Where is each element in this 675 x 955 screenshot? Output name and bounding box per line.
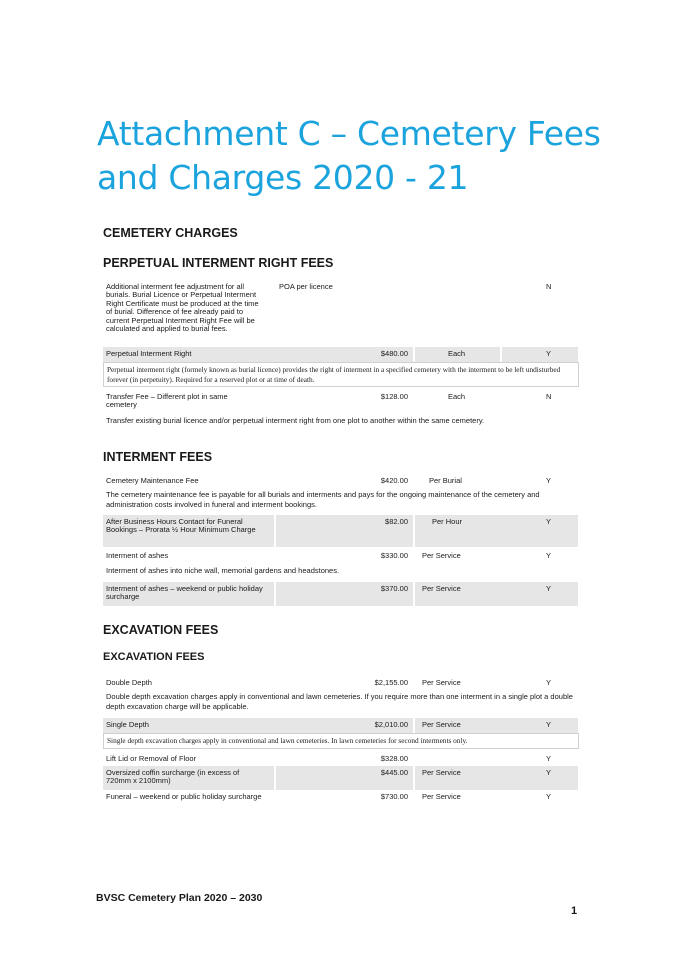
- section-heading-excavation-fees: EXCAVATION FEES: [103, 623, 219, 637]
- fee-unit: Each: [448, 349, 466, 358]
- fee-description: Transfer Fee – Different plot in same cemetery: [106, 392, 228, 410]
- fee-row-lift-lid: [103, 752, 578, 766]
- fee-note: The cemetery maintenance fee is payable for all burials and interments and pays for the ongoing maintenance of the cemetery and administration costs involved in funeral and interment bookings.: [106, 490, 540, 509]
- fee-row-interment-of-ashes: [103, 549, 578, 563]
- fee-note: Transfer existing burial licence and/or perpetual interment right from one plot to another within the same cemetery.: [106, 416, 485, 425]
- fee-price: $128.00: [380, 392, 408, 401]
- section-heading-perpetual-interment: PERPETUAL INTERMENT RIGHT FEES: [103, 256, 334, 270]
- fee-description: Interment of ashes: [106, 551, 169, 560]
- fee-unit: Per Hour: [432, 517, 463, 526]
- fee-note: Perpetual interment right (formely known as burial licence) provides the right of interment in a specified cemetery with the interment to be left undisturbed forever (in perpetuity). Required for a reserved plot or at time of death.: [103, 362, 579, 387]
- fee-price: $420.00: [380, 476, 408, 485]
- fee-unit: POA per licence: [279, 282, 333, 291]
- fee-row-cemetery-maintenance: [103, 474, 578, 488]
- fee-price: $2,155.00: [374, 678, 408, 687]
- fee-price: $328.00: [380, 754, 408, 763]
- fee-description: Funeral – weekend or public holiday surcharge: [106, 792, 262, 801]
- fee-unit: Per Service: [422, 792, 461, 801]
- fee-price: $82.00: [385, 517, 408, 526]
- fee-row-transfer-fee: [103, 390, 578, 412]
- fee-description: After Business Hours Contact for Funeral Bookings – Prorata ½ Hour Minimum Charge: [106, 517, 256, 535]
- fee-unit: Per Service: [422, 720, 461, 729]
- fee-unit: Each: [448, 392, 466, 401]
- fee-gst: N: [546, 282, 552, 291]
- subsection-heading-excavation-fees: EXCAVATION FEES: [103, 651, 205, 663]
- fee-row-double-depth: [103, 676, 578, 690]
- fee-note: Single depth excavation charges apply in conventional and lawn cemeteries. In lawn cemeteries for second interments only.: [103, 733, 579, 749]
- fee-unit: Per Service: [422, 768, 461, 777]
- fee-unit: Per Service: [422, 584, 461, 593]
- fee-note: Double depth excavation charges apply in conventional and lawn cemeteries. If you require more than one interment in a single plot a double depth excavation charge will be applicable.: [106, 692, 573, 711]
- fee-unit: Per Service: [422, 551, 461, 560]
- page-footer: BVSC Cemetery Plan 2020 – 2030: [96, 892, 263, 904]
- fee-gst: Y: [546, 584, 552, 593]
- fee-unit: Per Burial: [429, 476, 462, 485]
- page-title: Attachment C – Cemetery Fees and Charges 2020 - 21: [97, 114, 601, 197]
- fee-description: Interment of ashes – weekend or public holiday surcharge: [106, 584, 263, 602]
- section-heading-cemetery-charges: CEMETERY CHARGES: [103, 226, 238, 240]
- fee-row-after-hours-contact: [103, 515, 578, 547]
- fee-unit: Per Service: [422, 678, 461, 687]
- fee-row-ashes-weekend-surcharge: [103, 582, 578, 606]
- fee-price: $445.00: [380, 768, 408, 777]
- fee-row-perpetual-interment-right: [103, 347, 578, 362]
- fee-gst: Y: [546, 517, 552, 526]
- fee-gst: Y: [546, 349, 552, 358]
- fee-price: $330.00: [380, 551, 408, 560]
- fee-gst: Y: [546, 551, 552, 560]
- fee-gst: Y: [546, 792, 552, 801]
- fee-note: Interment of ashes into niche wall, memorial gardens and headstones.: [106, 566, 340, 575]
- fee-description: Additional interment fee adjustment for all burials. Burial Licence or Perpetual Interment Right Certificate must be produced at the time of burial. Difference of fee already paid to current Perpetual Interment Right Fee will be calculated and applied to burial fees.: [106, 282, 259, 334]
- fee-row-oversized-coffin: [103, 766, 578, 790]
- fee-description: Oversized coffin surcharge (in excess of 720mm x 2100mm): [106, 768, 240, 786]
- fee-gst: Y: [546, 476, 552, 485]
- fee-description: Cemetery Maintenance Fee: [106, 476, 199, 485]
- fee-gst: N: [546, 392, 552, 401]
- fee-row-additional-interment: [103, 280, 578, 346]
- fee-price: $480.00: [380, 349, 408, 358]
- fee-description: Single Depth: [106, 720, 149, 729]
- fee-row-single-depth: [103, 718, 578, 733]
- fee-description: Double Depth: [106, 678, 152, 687]
- page-number: 1: [571, 905, 578, 917]
- fee-row-funeral-weekend-surcharge: [103, 790, 578, 814]
- fee-price: $370.00: [380, 584, 408, 593]
- fee-description: Perpetual Interment Right: [106, 349, 192, 358]
- fee-description: Lift Lid or Removal of Floor: [106, 754, 197, 763]
- fee-gst: Y: [546, 754, 552, 763]
- fee-gst: Y: [546, 768, 552, 777]
- fee-gst: Y: [546, 720, 552, 729]
- section-heading-interment-fees: INTERMENT FEES: [103, 450, 213, 464]
- fee-gst: Y: [546, 678, 552, 687]
- fee-price: $730.00: [380, 792, 408, 801]
- fee-price: $2,010.00: [374, 720, 408, 729]
